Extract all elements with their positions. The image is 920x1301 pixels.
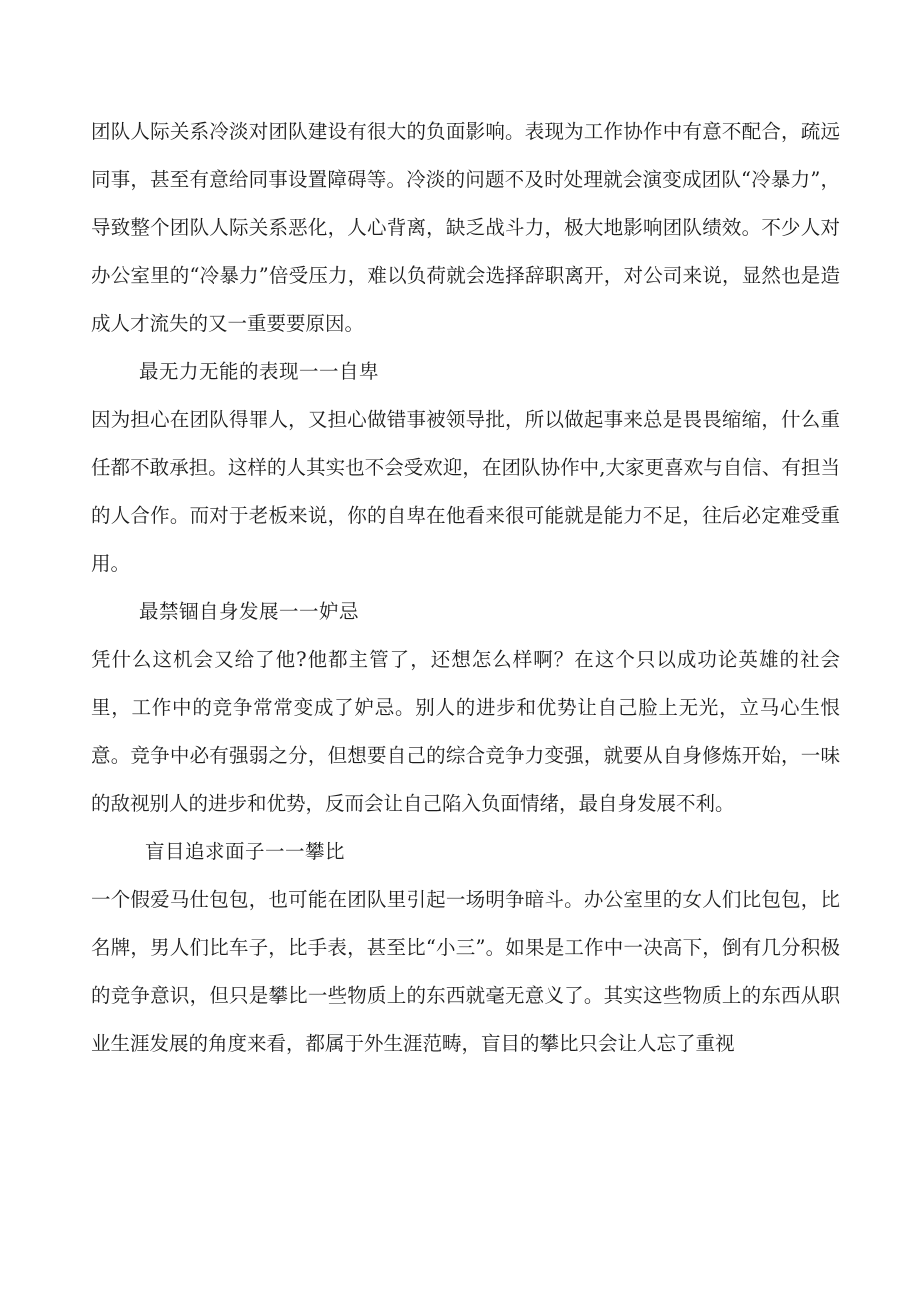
paragraph-inferiority: 因为担心在团队得罪人，又担心做错事被领导批，所以做起事来总是畏畏缩缩，什么重任都不敢承担。这样的人其实也不会受欢迎，在团队协作中,大家更喜欢与自信、有担当的人合作。而对于老板来说，你的自卑在他看来很可能就是能力不足，往后必定难受重用。: [91, 408, 840, 575]
paragraph-comparison: 一个假爱马仕包包，也可能在团队里引起一场明争暗斗。办公室里的女人们比包包，比名牌，男人们比车子，比手表，甚至比“小三”。如果是工作中一决高下，倒有几分积极的竞争意识，但只是攀比一些物质上的东西就毫无意义了。其实这些物质上的东西从职业生涯发展的角度来看，都属于外生涯范畴，盲目的攀比只会让人忘了重视: [91, 888, 840, 1055]
heading-comparison: 盲目追求面子一一攀比: [145, 840, 346, 863]
paragraph-jealousy: 凭什么这机会又给了他?他都主管了，还想怎么样啊？在这个只以成功论英雄的社会里，工作中的竞争常常变成了妒忌。别人的进步和优势让自己脸上无光，立马心生恨意。竞争中必有强弱之分，但想要自己的综合竞争力变强，就要从自身修炼开始，一味的敌视别人的进步和优势，反而会让自己陷入负面情绪，最自身发展不利。: [91, 648, 840, 815]
heading-inferiority: 最无力无能的表现一一自卑: [139, 360, 380, 383]
paragraph-cold-relations: 团队人际关系冷淡对团队建设有很大的负面影响。表现为工作协作中有意不配合，疏远同事，甚至有意给同事设置障碍等。冷淡的问题不及时处理就会演变成团队“冷暴力”，导致整个团队人际关系恶化，人心背离，缺乏战斗力，极大地影响团队绩效。不少人对办公室里的“冷暴力”倍受压力，难以负荷就会选择辞职离开，对公司来说，显然也是造成人才流失的又一重要要原因。: [91, 120, 840, 335]
heading-jealousy: 最禁锢自身发展一一妒忌: [139, 600, 360, 623]
